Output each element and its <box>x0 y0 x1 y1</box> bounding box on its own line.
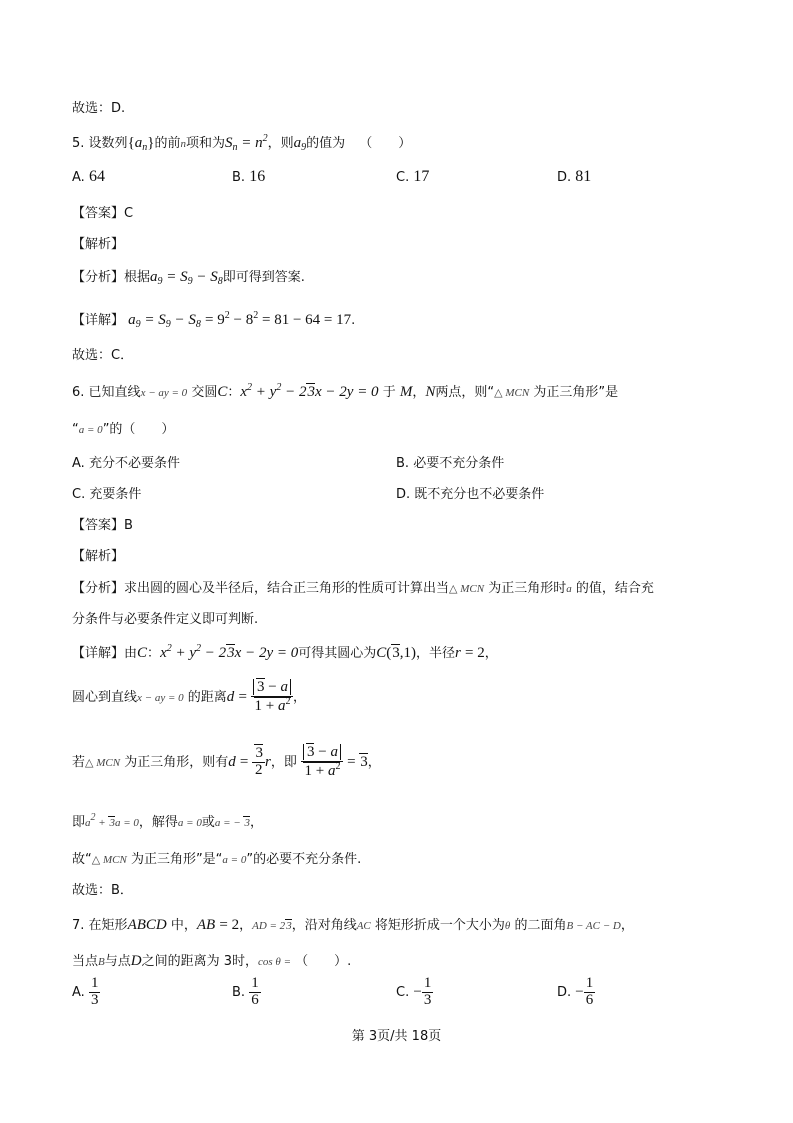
q5-text-d: ，则 <box>267 136 294 151</box>
q5-seq: $\{a_n\}$ <box>127 135 155 153</box>
q6-answer: 【答案】B <box>72 518 133 533</box>
q6-fenxi-line2: 分条件与必要条件定义即可判断. <box>72 612 259 627</box>
page-footer: 第 3页/共 18页 <box>351 1029 442 1044</box>
q5-text-c: 项和为 <box>185 136 225 151</box>
q5-analysis-tag: 【解析】 <box>72 237 125 252</box>
q6-final: 故选：B． <box>72 883 133 898</box>
q5-text-b: 的前 <box>154 136 181 151</box>
prev-answer: 故选：D. <box>72 101 126 116</box>
q7-stem-line1: 7. 在矩形ABCD 中，AB = 2，AD = 23，沿对角线AC 将矩形折成一个大小为θ 的二面角B − AC − D， <box>72 917 634 933</box>
q7-option-c: C. − $\frac{1}{3}$ <box>396 975 432 1008</box>
q7-stem-line2: 当点B与点D之间的距离为 3时，cos θ = （ ）. <box>72 953 352 969</box>
q6-then-line: 即a2 + 3a = 0，解得a = 0或a = − 3， <box>72 812 263 830</box>
q7-option-b: B. $\frac{1}{6}$ <box>232 975 259 1008</box>
q5-detail: 【详解】 $a_9 = S_9 - S_8 = 9^2 - 8^2 = 81 - 64 = 17$. <box>72 310 356 330</box>
q5-number: 5. <box>72 136 85 151</box>
distance-fraction: $\frac{3 - a}{1 + a^2}$ <box>251 680 293 715</box>
q6-fenxi-line1: 【分析】求出圆的圆心及半径后，结合正三角形的性质可计算出当△ MCN 为正三角形时a 的值，结合充 <box>72 581 654 596</box>
q5-option-c: C. 17 <box>396 168 430 185</box>
q5-text-e: 的值为 <box>306 136 346 151</box>
q7-option-a: A. $\frac{1}{3}$ <box>72 975 99 1008</box>
q6-detail-line1: 【详解】由C：$x^2 + y^2 - 23x - 2y = 0$可得其圆心为C(3,1)，半径r = 2， <box>72 643 498 661</box>
q5-final: 故选：C． <box>72 348 134 363</box>
q6-option-c: C. 充要条件 <box>72 487 142 502</box>
q5-paren: （ ） <box>359 136 412 151</box>
q5-text-a: 设数列 <box>88 136 128 151</box>
q5-answer: 【答案】C <box>72 206 134 221</box>
q6-stem-line2: “a = 0”的（ ） <box>72 422 175 437</box>
q6-option-d: D. 既不充分也不必要条件 <box>396 487 545 502</box>
q5-option-b: B. 16 <box>232 168 266 185</box>
q6-option-b: B. 必要不充分条件 <box>396 456 505 471</box>
q6-distance-line: 圆心到直线x − ay = 0 的距离d = $\frac{3 - a}{1 + a^2}$ ， <box>72 679 307 714</box>
q5-option-a: A. 64 <box>72 168 105 185</box>
q6-analysis-tag: 【解析】 <box>72 549 125 564</box>
q7-option-d: D. − $\frac{1}{6}$ <box>557 975 594 1008</box>
q5-sum-formula: $S_n = n^2$ <box>225 133 268 153</box>
q5-stem: 5. 设数列$\{a_n\}$的前n项和为$S_n = n^2$，则$a_9$的值为 （ ） <box>72 133 412 153</box>
q5-fenxi: 【分析】根据$a_9 = S_9 - S_8$即可得到答案. <box>72 269 305 287</box>
q5-option-d: D. 81 <box>557 168 592 185</box>
q6-option-a: A. 充分不必要条件 <box>72 456 180 471</box>
q6-if-line: 若△ MCN 为正三角形，则有d = $\frac{3}{2}$ r，即 $\frac{3 - a}{1 + a^2}$ = 3， <box>72 744 381 779</box>
q6-conclusion: 故“△ MCN 为正三角形”是“a = 0”的必要不充分条件. <box>72 852 362 867</box>
q6-stem-line1: 6. 已知直线x − ay = 0 交圆C：$x^2 + y^2 - 23x - 2y = 0$ 于 M，N两点，则“△ MCN 为正三角形”是 <box>72 382 619 400</box>
